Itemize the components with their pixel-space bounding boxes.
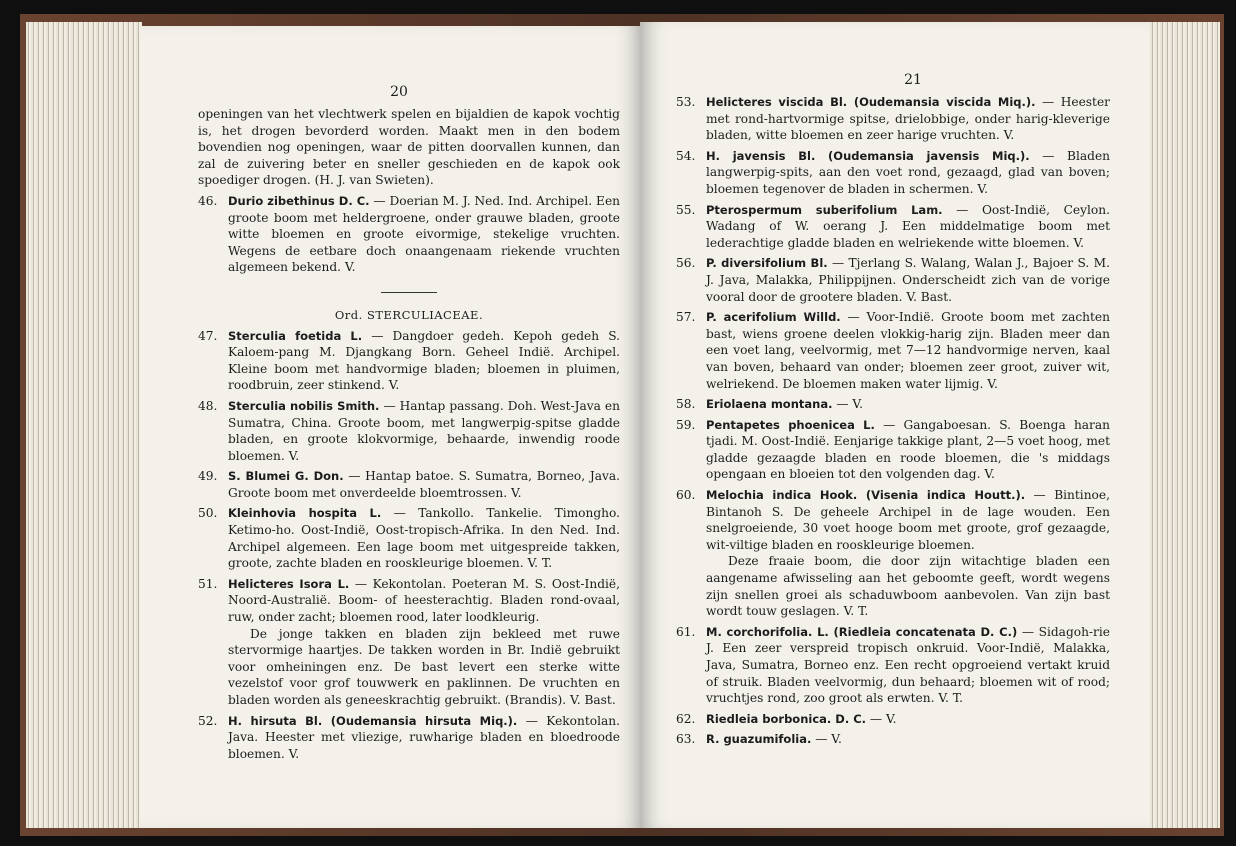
entry-number: 52. [198,713,218,728]
species-name: R. guazumifolia. [706,732,812,747]
entry-number: 61. [676,624,696,639]
entry-number: 60. [676,488,696,503]
species-name: M. corchorifolia. L. (Riedleia concatenata D. C.) [706,624,1018,639]
entry [676,255,1110,305]
entry-number: 51. [198,576,218,591]
species-name: P. acerifolium Willd. [706,310,841,325]
species-name: Durio zibethinus D. C. [228,193,370,208]
entry [676,94,1110,144]
entry [676,148,1110,198]
entry [676,487,1110,553]
entry-text: — Bladen langwerpig-spits, aan den voet rond, gezaagd, glad van boven; bloemen tegenover de bladen in schermen. V. [706,148,1111,196]
entry [676,396,1110,413]
entry-number: 62. [676,711,696,726]
species-name: Pterospermum suberifolium Lam. [706,202,943,217]
entry-text: — Voor-Indië. Groote boom met zachten bast, wiens groene deelen vlokkig-harig zijn. Bladen meer dan een voet lang, veelvormig, met 7—12 handvormige nerven, kaal van boven, behaard van onder; bloemen zeer groot, zuiver wit, welriekend. De bloemen maken water lijmig. V. [706,310,1110,391]
entry [198,713,620,763]
entry-number: 53. [676,95,696,109]
page-edges-left [26,22,142,828]
entry [676,711,1110,728]
entry-text: — Tankollo. Tankelie. Timongho. Ketimo-ho. Oost-Indië, Oost-tropisch-Afrika. In den Ned. Ind. Archipel algemeen. Een lage boom met uitgespreide takken, groote, zachte bladen en rooskleurige bloemen. V. T. [228,506,620,571]
entry [676,202,1110,252]
species-name: H. hirsuta Bl. (Oudemansia hirsuta Miq.). [228,713,518,728]
page-edges-right [1150,22,1220,828]
entry-text: — Doerian M. J. Ned. Ind. Archipel. Een groote boom met heldergroene, onder grauwe bladen, groote witte bloemen en groote eivormige, stekelige vruchten. Wegens de eetbare doch onaangenaam riekende vruchten algemeen bekend. V. [228,193,621,275]
entry-number: 58. [676,397,696,412]
entry-number: 55. [676,202,696,217]
entry-number: 48. [198,398,218,413]
entry-number: 59. [676,417,696,432]
species-name: Helicteres Isora L. [228,576,350,591]
entry [198,576,620,626]
right-page [640,22,1150,828]
species-name: S. Blumei G. Don. [228,469,344,484]
entry [198,193,620,276]
entry-text: — Hantap batoe. S. Sumatra, Borneo, Java. Groote boom met onverdeelde bloemtrossen. V. [228,469,621,500]
entry-number: 47. [198,328,218,343]
entry-text: — Kekontolan. Java. Heester met vliezige, ruwharige bladen en bloedroode bloemen. V. [228,713,620,761]
intro-paragraph: openingen van het vlechtwerk spelen en bijaldien de kapok vochtig is, het drogen bevorderd worden. Maakt men in den bodem bovendien nog openingen, waar de pitten doorvallen kunnen, dan zal de zuivering beter en sneller geschieden en de kapok ook spoediger drogen. (H. J. van Swieten). [198,107,620,188]
entry-text: — Hantap passang. Doh. West-Java en Sumatra, China. Groote boom, met langwerpig-spitse gladde bladen, en groote klokvormige, behaarde, inwendig roode bloemen. V. [228,398,620,463]
entry-number: 46. [198,193,218,208]
species-name: P. diversifolium Bl. [706,256,828,271]
page-number: 21 [904,72,922,88]
entry [676,731,1110,748]
entry-text: — V. [811,732,842,747]
entry-text: — Kekontolan. Poeteran M. S. Oost-Indië, Noord-Australië. Boom- of heesterachtig. Bladen rond-ovaal, ruw, onder zacht; bloemen rood, later loodkleurig. [228,576,620,625]
species-name: Sterculia nobilis Smith. [228,398,380,413]
entry [198,398,620,464]
page-number: 20 [390,84,408,100]
species-name: Helicteres viscida Bl. (Oudemansia viscida Miq.). [706,95,1036,109]
left-page [140,26,642,828]
entry-text: — Tjerlang S. Walang, Walan J., Bajoer S. M. J. Java, Malakka, Philippijnen. Onderscheidt zich van de vorige vooral door de grootere bladen. V. Bast. [706,256,1111,304]
entry-number: 56. [676,256,696,271]
entry-60-paragraph: Deze fraaie boom, die door zijn witachtige bladen een aangename afwisseling aan het geboomte geeft, wordt wegens zijn snellen groei als schaduwboom aanbevolen. Van zijn bast wordt touw geslagen. V. T. [706,554,1110,619]
divider-rule [381,292,437,293]
entry [676,624,1110,707]
entry [198,468,620,501]
species-name: Kleinhovia hospita L. [228,506,382,521]
entry-number: 54. [676,148,696,163]
order-heading: Ord. STERCULIACEAE. [334,307,484,322]
entry [676,417,1110,483]
entry [676,309,1110,392]
entry [198,328,620,394]
entry-51-paragraph: De jonge takken en bladen zijn bekleed met ruwe stervormige haartjes. De takken worden in Br. Indië gebruikt voor omheiningen enz. De bast levert een sterke witte vezelstof voor grof touwwerk en paklinnen. De vruchten en bladen worden als geneeskrachtig gebruikt. (Brandis). V. Bast. [228,626,620,707]
species-name: Melochia indica Hook. (Visenia indica Houtt.). [706,488,1026,503]
entry-text: — Oost-Indië, Ceylon. Wadang of W. oerang J. Een middelmatige boom met lederachtige gladde bladen en welriekende witte bloemen. V. [706,202,1110,250]
species-name: Pentapetes phoenicea L. [706,417,875,432]
entry-number: 63. [676,732,696,747]
species-name: Sterculia foetida L. [228,328,363,343]
entry-text: — Dangdoer gedeh. Kepoh gedeh S. Kaloem-pang M. Djangkang Born. Geheel Indië. Archipel. Kleine boom met handvormige bladen; bloemen in pluimen, roodbruin, zeer stinkend. V. [228,328,620,393]
entry-number: 50. [198,506,218,521]
entry-text: — V. [832,397,863,412]
entry [198,505,620,571]
entry-number: 49. [198,469,218,484]
entry-text: — V. [866,711,897,726]
entry-text: — Gangaboesan. S. Boenga haran tjadi. M. Oost-Indië. Eenjarige takkige plant, 2—5 voet hoog, met gladde gezaagde bladen en roode bloemen, die 's middags opengaan en bloeien tot den volgenden dag. V. [706,417,1110,482]
entry-text: — Bintinoe, Bintanoh S. De geheele Archipel in de lage wouden. Een snelgroeiende, 30 voet hooge boom met groote, grof gezaagde, wit-viltige bladen en rooskleurige bloemen. [706,488,1110,552]
species-name: Riedleia borbonica. D. C. [706,711,867,726]
entry-text: — Heester met rond-hartvormige spitse, drielobbige, onder harig-kleverige bladen, witte bloemen en zeer harige vruchten. V. [706,95,1110,143]
species-name: Eriolaena montana. [706,397,833,412]
species-name: H. javensis Bl. (Oudemansia javensis Miq.). [706,148,1030,163]
entry-text: — Sidagoh-rie J. Een zeer verspreid tropisch onkruid. Voor-Indië, Malakka, Java, Sumatra, Borneo enz. Een recht opgroeiend vertakt kruid of struik. Bladen veelvormig, dun behaard; bloemen wit of rood; vruchtjes rond, zoo groot als erwten. V. T. [706,624,1110,706]
entry-number: 57. [676,310,696,325]
